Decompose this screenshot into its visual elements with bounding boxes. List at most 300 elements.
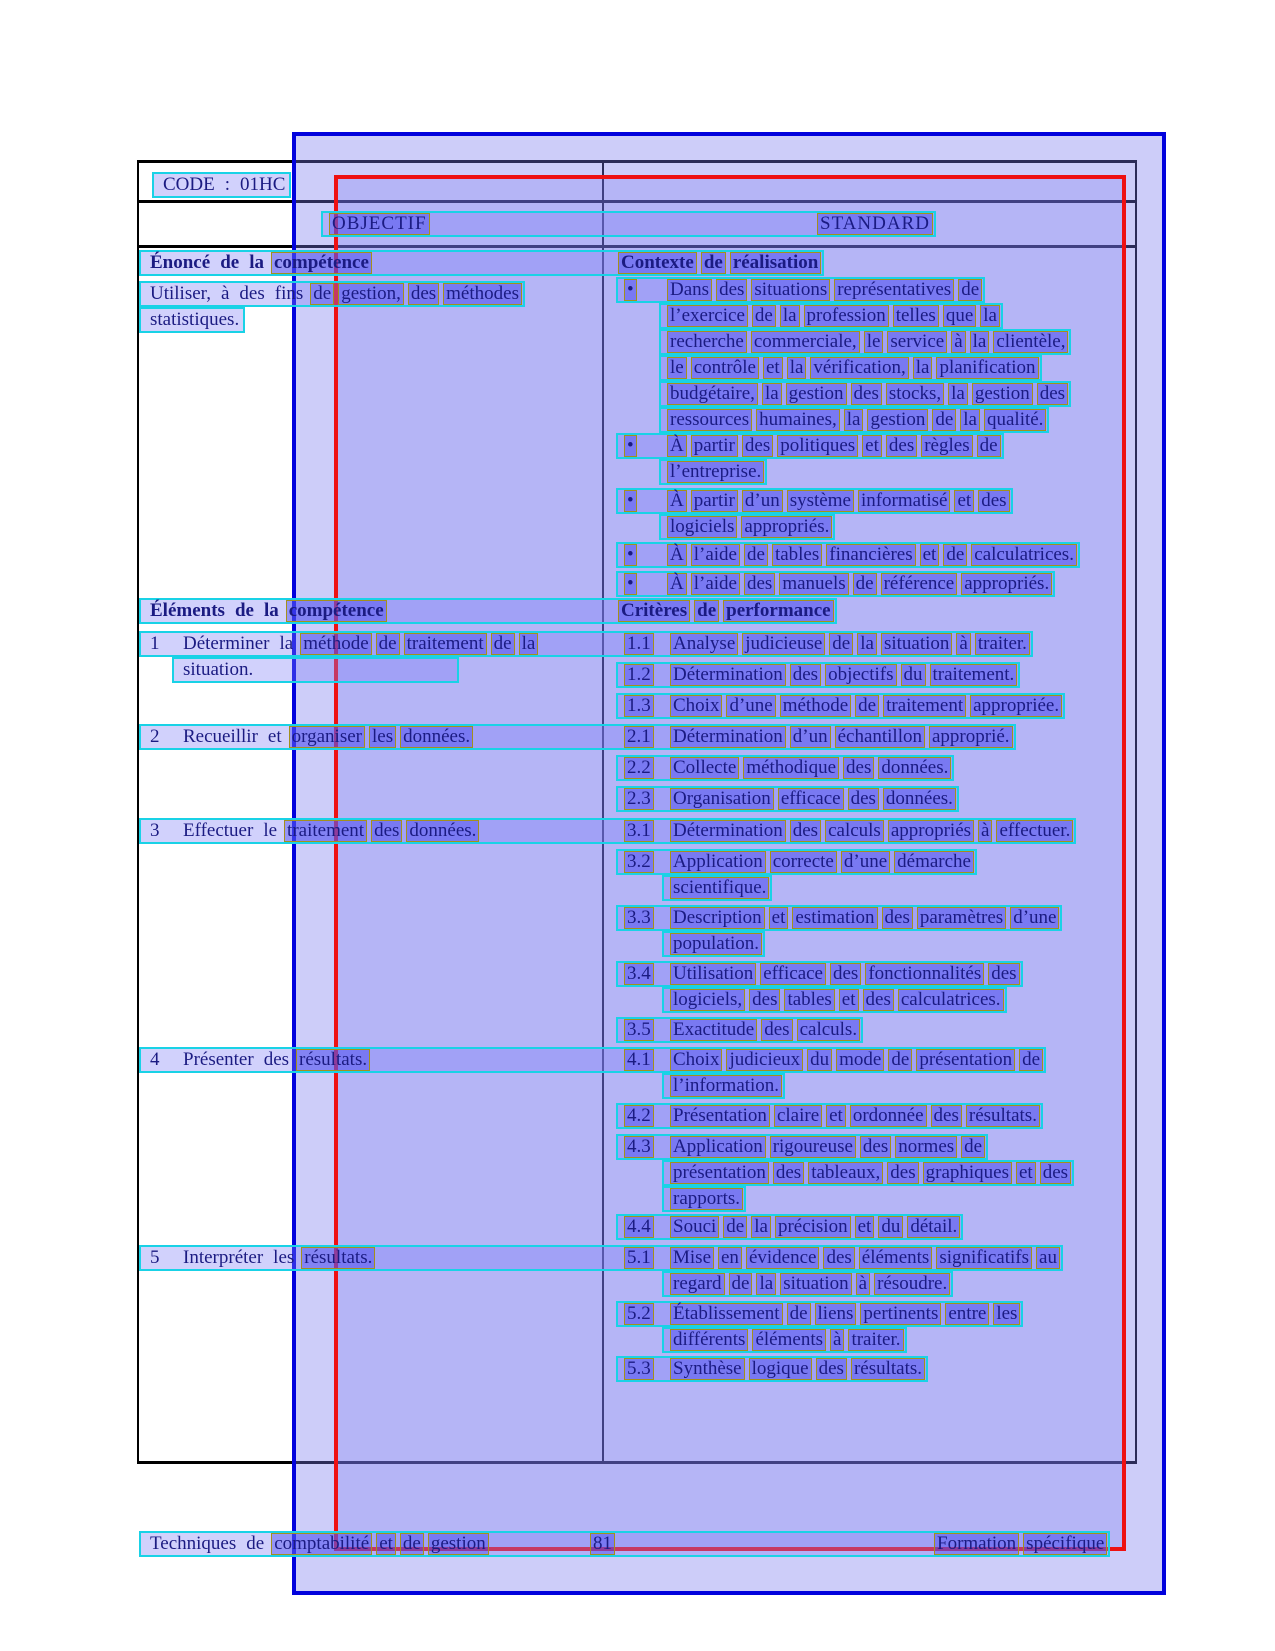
line-segment bbox=[670, 726, 1013, 748]
ocr-word-box: fonctionnalités bbox=[865, 963, 984, 985]
ocr-line-box bbox=[659, 459, 767, 485]
ocr-word-box: des bbox=[988, 963, 1019, 985]
line-segment bbox=[670, 907, 1059, 929]
line-segment bbox=[180, 1247, 375, 1269]
line-segment bbox=[624, 490, 637, 512]
ocr-word-box: • bbox=[624, 279, 637, 301]
ocr-word-box: et bbox=[376, 1533, 396, 1555]
ocr-word-box: de bbox=[400, 1533, 424, 1555]
ocr-line-box bbox=[662, 1186, 746, 1212]
ocr-word-box: calculatrices. bbox=[971, 544, 1077, 566]
line-segment bbox=[624, 1247, 654, 1269]
ocr-word-box: de bbox=[246, 1533, 265, 1554]
ocr-word-box: appropriée. bbox=[970, 695, 1062, 717]
ocr-word-box: comptabilité bbox=[271, 1533, 372, 1555]
line-segment bbox=[667, 435, 1001, 457]
ocr-word-box: OBJECTIF bbox=[329, 213, 430, 235]
ocr-word-box: compétence bbox=[286, 600, 387, 622]
ocr-word-box: des bbox=[830, 963, 861, 985]
ocr-word-box: évidence bbox=[746, 1247, 820, 1269]
ocr-word-box: la bbox=[780, 305, 800, 327]
ocr-word-box: 4.1 bbox=[624, 1049, 654, 1071]
line-segment bbox=[624, 757, 654, 779]
ocr-word-box: des bbox=[863, 989, 894, 1011]
ocr-word-box: Exactitude bbox=[670, 1019, 757, 1041]
ocr-word-box: Détermination bbox=[670, 820, 786, 842]
line-segment bbox=[670, 877, 769, 899]
ocr-word-box: traitement bbox=[284, 820, 367, 842]
ocr-word-box: traitement bbox=[883, 695, 966, 717]
ocr-line-box bbox=[616, 1134, 988, 1160]
ocr-line-box bbox=[662, 931, 765, 957]
ocr-word-box: logiciels, bbox=[670, 989, 745, 1011]
line-segment bbox=[670, 1136, 985, 1158]
ocr-line-box bbox=[616, 1103, 1043, 1129]
ocr-word-box: 3.2 bbox=[624, 851, 654, 873]
ocr-word-box: effectuer. bbox=[996, 820, 1073, 842]
ocr-word-box: 3.4 bbox=[624, 963, 654, 985]
line-segment bbox=[670, 1216, 960, 1238]
ocr-line-box bbox=[616, 1214, 963, 1240]
ocr-word-box: Établissement bbox=[670, 1303, 783, 1325]
ocr-word-box: graphiques bbox=[923, 1162, 1012, 1184]
line-segment bbox=[624, 1303, 654, 1325]
ocr-line-box bbox=[139, 724, 1016, 750]
ocr-word-box: des bbox=[742, 435, 773, 457]
ocr-word-box: des bbox=[408, 283, 439, 305]
ocr-word-box: de bbox=[932, 409, 956, 431]
ocr-word-box: d’une bbox=[726, 695, 775, 717]
ocr-word-box: 1.3 bbox=[624, 695, 654, 717]
ocr-word-box: normes bbox=[895, 1136, 957, 1158]
ocr-word-box: Utiliser, bbox=[150, 283, 211, 304]
ocr-word-box: des bbox=[749, 989, 780, 1011]
ocr-line-box bbox=[662, 1160, 1074, 1186]
line-segment bbox=[670, 989, 1004, 1011]
ocr-line-box bbox=[616, 755, 954, 781]
ocr-word-box: 3 bbox=[150, 820, 160, 841]
ocr-word-box: réalisation bbox=[730, 252, 822, 274]
ocr-word-box: à bbox=[956, 633, 970, 655]
ocr-word-box: la bbox=[960, 409, 980, 431]
line-segment bbox=[160, 174, 288, 196]
ocr-word-box: des bbox=[761, 1019, 792, 1041]
line-segment bbox=[670, 1358, 925, 1380]
ocr-word-box: Mise bbox=[670, 1247, 714, 1269]
ocr-word-box: de bbox=[744, 544, 768, 566]
ocr-word-box: planification bbox=[936, 357, 1038, 379]
ocr-word-box: situation bbox=[881, 633, 952, 655]
ocr-word-box: traiter. bbox=[975, 633, 1030, 655]
ocr-line-box bbox=[616, 961, 1023, 987]
ocr-word-box: l’aide bbox=[691, 544, 740, 566]
line-segment bbox=[147, 1533, 489, 1555]
ocr-word-box: Détermination bbox=[670, 664, 786, 686]
ocr-word-box: de bbox=[701, 252, 726, 274]
ocr-word-box: performance bbox=[723, 600, 833, 622]
line-segment bbox=[670, 1075, 782, 1097]
line-segment bbox=[670, 757, 951, 779]
ocr-word-box: données. bbox=[883, 788, 956, 810]
ocr-word-box: à bbox=[978, 820, 992, 842]
ocr-word-box: tableaux, bbox=[808, 1162, 883, 1184]
ocr-word-box: règles bbox=[921, 435, 972, 457]
ocr-word-box: du bbox=[807, 1049, 832, 1071]
ocr-word-box: et bbox=[826, 1105, 846, 1127]
ocr-word-box: calculs. bbox=[797, 1019, 861, 1041]
ocr-word-box: des bbox=[816, 1358, 847, 1380]
ocr-word-box: référence bbox=[881, 573, 958, 595]
ocr-word-box: le bbox=[263, 820, 278, 841]
ocr-word-box: 01HC bbox=[240, 174, 286, 195]
ocr-word-box: de bbox=[220, 252, 240, 273]
ocr-line-box bbox=[172, 657, 459, 683]
ocr-word-box: des bbox=[239, 283, 265, 304]
ocr-word-box: Contexte bbox=[618, 252, 697, 274]
ocr-word-box: le bbox=[667, 357, 687, 379]
ocr-word-box: Énoncé bbox=[150, 252, 211, 273]
ocr-word-box: des bbox=[860, 1136, 891, 1158]
ocr-word-box: la bbox=[762, 383, 782, 405]
ocr-word-box: la bbox=[857, 633, 877, 655]
line-segment bbox=[329, 213, 430, 235]
ocr-word-box: de bbox=[729, 1273, 753, 1295]
ocr-line-box bbox=[659, 514, 835, 540]
line-segment bbox=[180, 1049, 370, 1071]
ocr-word-box: à bbox=[856, 1273, 870, 1295]
ocr-word-box: précision bbox=[775, 1216, 851, 1238]
ocr-word-box: situations bbox=[751, 279, 830, 301]
ocr-word-box: • bbox=[624, 490, 637, 512]
ocr-word-box: Techniques bbox=[150, 1533, 237, 1554]
ocr-word-box: 1.1 bbox=[624, 633, 654, 655]
line-segment bbox=[667, 331, 1068, 353]
ocr-word-box: correcte bbox=[770, 851, 837, 873]
ocr-word-box: de bbox=[787, 1303, 811, 1325]
ocr-word-box: de bbox=[961, 1136, 985, 1158]
ocr-line-box bbox=[139, 598, 837, 624]
ocr-word-box: logiciels bbox=[667, 516, 737, 538]
line-segment bbox=[624, 1105, 654, 1127]
ocr-word-box: population. bbox=[670, 933, 762, 955]
line-segment bbox=[624, 851, 654, 873]
ocr-word-box: des bbox=[978, 490, 1009, 512]
ocr-line-box bbox=[662, 987, 1007, 1013]
ocr-word-box: significatifs bbox=[936, 1247, 1032, 1269]
line-segment bbox=[670, 1329, 904, 1351]
ocr-word-box: 3.5 bbox=[624, 1019, 654, 1041]
ocr-word-box: la bbox=[519, 633, 539, 655]
ocr-word-box: organiser bbox=[289, 726, 365, 748]
line-segment bbox=[624, 695, 654, 717]
ocr-word-box: Choix bbox=[670, 695, 722, 717]
ocr-word-box: que bbox=[943, 305, 976, 327]
ocr-line-box bbox=[139, 1531, 1110, 1557]
ocr-word-box: Application bbox=[670, 851, 766, 873]
line-segment bbox=[624, 279, 637, 301]
ocr-word-box: de bbox=[853, 573, 877, 595]
ocr-word-box: des bbox=[887, 1162, 918, 1184]
ocr-word-box: budgétaire, bbox=[667, 383, 758, 405]
line-segment bbox=[147, 726, 163, 748]
ocr-word-box: Interpréter bbox=[183, 1247, 264, 1268]
ocr-word-box: la bbox=[980, 305, 1000, 327]
line-segment bbox=[624, 664, 654, 686]
ocr-word-box: commerciale, bbox=[751, 331, 860, 353]
ocr-word-box: informatisé bbox=[858, 490, 951, 512]
ocr-word-box: les bbox=[369, 726, 396, 748]
ocr-word-box: éléments bbox=[859, 1247, 933, 1269]
ocr-word-box: paramètres bbox=[917, 907, 1006, 929]
ocr-word-box: résultats. bbox=[301, 1247, 375, 1269]
ocr-word-box: rigoureuse bbox=[770, 1136, 856, 1158]
ocr-word-box: de bbox=[958, 279, 982, 301]
ocr-word-box: judicieux bbox=[726, 1049, 803, 1071]
ocr-word-box: 5 bbox=[150, 1247, 160, 1268]
ocr-word-box: tables bbox=[784, 989, 834, 1011]
ocr-word-box: appropriés. bbox=[741, 516, 832, 538]
ocr-word-box: Déterminer bbox=[183, 633, 270, 654]
ocr-word-box: rapports. bbox=[670, 1188, 743, 1210]
line-segment bbox=[147, 309, 242, 331]
line-segment bbox=[670, 1105, 1040, 1127]
ocr-word-box: 2.3 bbox=[624, 788, 654, 810]
ocr-word-box: résultats. bbox=[966, 1105, 1040, 1127]
ocr-line-box bbox=[616, 786, 959, 812]
line-segment bbox=[147, 633, 163, 655]
ocr-word-box: efficace bbox=[760, 963, 826, 985]
ocr-word-box: des bbox=[263, 1049, 290, 1070]
line-segment bbox=[670, 1049, 1043, 1071]
ocr-word-box: stocks, bbox=[886, 383, 944, 405]
ocr-word-box: 5.1 bbox=[624, 1247, 654, 1269]
ocr-word-box: Choix bbox=[670, 1049, 722, 1071]
ocr-word-box: du bbox=[901, 664, 926, 686]
ocr-word-box: de bbox=[888, 1049, 912, 1071]
ocr-line-box bbox=[662, 875, 772, 901]
line-segment bbox=[667, 305, 1000, 327]
ocr-word-box: profession bbox=[804, 305, 889, 327]
ocr-word-box: 4 bbox=[150, 1049, 160, 1070]
line-segment bbox=[618, 252, 821, 274]
line-segment bbox=[147, 1049, 163, 1071]
ocr-line-box bbox=[659, 303, 1003, 329]
line-segment bbox=[624, 573, 637, 595]
line-segment bbox=[624, 1136, 654, 1158]
ocr-word-box: pertinents bbox=[860, 1303, 941, 1325]
ocr-word-box: estimation bbox=[792, 907, 877, 929]
ocr-word-box: et bbox=[954, 490, 974, 512]
ocr-word-box: de bbox=[694, 600, 719, 622]
ocr-word-box: de bbox=[855, 695, 879, 717]
ocr-word-box: des bbox=[931, 1105, 962, 1127]
ocr-word-box: liens bbox=[815, 1303, 857, 1325]
ocr-word-box: humaines, bbox=[756, 409, 840, 431]
ocr-word-box: le bbox=[864, 331, 884, 353]
ocr-word-box: 1 bbox=[150, 633, 160, 654]
line-segment bbox=[667, 409, 1046, 431]
ocr-word-box: démarche bbox=[894, 851, 974, 873]
ocr-word-box: recherche bbox=[667, 331, 747, 353]
line-segment bbox=[670, 1247, 1060, 1269]
ocr-word-box: manuels bbox=[779, 573, 848, 595]
ocr-line-box bbox=[659, 381, 1071, 407]
ocr-word-box: claire bbox=[774, 1105, 822, 1127]
line-segment bbox=[667, 357, 1039, 379]
ocr-word-box: les bbox=[273, 1247, 295, 1268]
line-segment bbox=[670, 1273, 950, 1295]
line-segment bbox=[180, 820, 479, 842]
line-segment bbox=[624, 1358, 654, 1380]
ocr-word-box: Organisation bbox=[670, 788, 774, 810]
ocr-word-box: • bbox=[624, 544, 637, 566]
ocr-word-box: ordonnée bbox=[850, 1105, 927, 1127]
ocr-word-box: de bbox=[977, 435, 1001, 457]
ocr-word-box: 4.4 bbox=[624, 1216, 654, 1238]
ocr-word-box: 2.1 bbox=[624, 726, 654, 748]
ocr-word-box: gestion bbox=[972, 383, 1033, 405]
ocr-line-box bbox=[321, 211, 936, 237]
line-segment bbox=[624, 1216, 654, 1238]
line-segment bbox=[624, 1019, 654, 1041]
ocr-word-box: À bbox=[667, 573, 687, 595]
ocr-word-box: et bbox=[763, 357, 783, 379]
ocr-word-box: données. bbox=[406, 820, 479, 842]
ocr-word-box: appropriés bbox=[888, 820, 974, 842]
ocr-word-box: 3.1 bbox=[624, 820, 654, 842]
ocr-word-box: Dans bbox=[667, 279, 712, 301]
line-segment bbox=[670, 633, 1030, 655]
ocr-word-box: Présenter bbox=[183, 1049, 254, 1070]
ocr-word-box: de bbox=[752, 305, 776, 327]
ocr-word-box: la bbox=[249, 252, 264, 273]
ocr-word-box: résultats. bbox=[296, 1049, 370, 1071]
line-segment bbox=[180, 633, 538, 655]
ocr-word-box: clientèle, bbox=[993, 331, 1068, 353]
ocr-word-box: Recueillir bbox=[183, 726, 258, 747]
ocr-word-box: méthode bbox=[780, 695, 851, 717]
line-segment bbox=[667, 573, 1052, 595]
ocr-word-box: la bbox=[263, 600, 279, 621]
ocr-line-box bbox=[616, 693, 1065, 719]
ocr-word-box: des bbox=[851, 383, 882, 405]
ocr-word-box: objectifs bbox=[825, 664, 896, 686]
ocr-word-box: et bbox=[839, 989, 859, 1011]
ocr-word-box: appropriés. bbox=[961, 573, 1052, 595]
ocr-word-box: À bbox=[667, 435, 687, 457]
ocr-word-box: de bbox=[723, 1216, 747, 1238]
ocr-word-box: traiter. bbox=[848, 1329, 903, 1351]
ocr-word-box: différents bbox=[670, 1329, 748, 1351]
ocr-word-box: 5.3 bbox=[624, 1358, 654, 1380]
ocr-word-box: la bbox=[970, 331, 990, 353]
ocr-line-box bbox=[139, 631, 1033, 657]
ocr-word-box: gestion, bbox=[338, 283, 404, 305]
ocr-word-box: Critères bbox=[618, 600, 690, 622]
ocr-line-box bbox=[139, 281, 525, 307]
ocr-word-box: Utilisation bbox=[670, 963, 756, 985]
ocr-word-box: situation bbox=[780, 1273, 851, 1295]
ocr-word-box: vérification, bbox=[810, 357, 908, 379]
ocr-word-box: 81 bbox=[590, 1533, 615, 1555]
ocr-word-box: Formation bbox=[934, 1533, 1019, 1555]
ocr-word-box: présentation bbox=[916, 1049, 1015, 1071]
line-segment bbox=[624, 907, 654, 929]
ocr-word-box: calculatrices. bbox=[898, 989, 1004, 1011]
line-segment bbox=[624, 1049, 654, 1071]
ocr-word-box: service bbox=[887, 331, 947, 353]
line-segment bbox=[147, 283, 522, 305]
line-segment bbox=[624, 963, 654, 985]
ocr-word-box: Application bbox=[670, 1136, 766, 1158]
ocr-line-box bbox=[616, 905, 1062, 931]
ocr-word-box: • bbox=[624, 573, 637, 595]
ocr-word-box: statistiques. bbox=[150, 309, 240, 330]
ocr-word-box: et bbox=[769, 907, 789, 929]
ocr-word-box: d’un bbox=[742, 490, 783, 512]
ocr-line-box bbox=[616, 849, 977, 875]
ocr-line-box bbox=[139, 818, 1076, 844]
ocr-word-box: gestion bbox=[867, 409, 928, 431]
ocr-word-box: regard bbox=[670, 1273, 725, 1295]
ocr-word-box: du bbox=[878, 1216, 903, 1238]
ocr-word-box: partir bbox=[691, 435, 738, 457]
ocr-word-box: Synthèse bbox=[670, 1358, 745, 1380]
ocr-word-box: des bbox=[1037, 383, 1068, 405]
ocr-word-box: l’entreprise. bbox=[667, 461, 764, 483]
ocr-line-box bbox=[659, 355, 1042, 381]
ocr-word-box: d’un bbox=[790, 726, 831, 748]
ocr-word-box: et bbox=[855, 1216, 875, 1238]
ocr-word-box: données. bbox=[400, 726, 473, 748]
ocr-word-box: Effectuer bbox=[183, 820, 254, 841]
ocr-word-box: la bbox=[913, 357, 933, 379]
ocr-word-box: des bbox=[790, 820, 821, 842]
ocr-word-box: telles bbox=[893, 305, 939, 327]
ocr-word-box: 4.3 bbox=[624, 1136, 654, 1158]
ocr-word-box: gestion bbox=[786, 383, 847, 405]
ocr-word-box: des bbox=[716, 279, 747, 301]
ocr-word-box: des bbox=[371, 820, 402, 842]
ocr-word-box: et bbox=[1016, 1162, 1036, 1184]
ocr-word-box: résoudre. bbox=[874, 1273, 950, 1295]
ocr-word-box: de bbox=[376, 633, 400, 655]
ocr-word-box: judicieuse bbox=[742, 633, 825, 655]
line-segment bbox=[667, 544, 1077, 566]
ocr-word-box: scientifique. bbox=[670, 877, 769, 899]
ocr-word-box: et bbox=[862, 435, 882, 457]
ocr-word-box: efficace bbox=[778, 788, 844, 810]
ocr-line-box bbox=[152, 172, 291, 198]
ocr-word-box: et bbox=[920, 544, 940, 566]
ocr-word-box: au bbox=[1036, 1247, 1060, 1269]
ocr-word-box: Présentation bbox=[670, 1105, 770, 1127]
line-segment bbox=[670, 1303, 1020, 1325]
ocr-line-box bbox=[139, 1047, 1046, 1073]
line-segment bbox=[624, 820, 654, 842]
ocr-word-box: l’aide bbox=[691, 573, 740, 595]
ocr-word-box: la bbox=[844, 409, 864, 431]
ocr-word-box: détail. bbox=[907, 1216, 960, 1238]
ocr-word-box: de bbox=[943, 544, 967, 566]
ocr-word-box: 1.2 bbox=[624, 664, 654, 686]
ocr-word-box: la bbox=[948, 383, 968, 405]
ocr-word-box: partir bbox=[691, 490, 738, 512]
ocr-word-box: Souci bbox=[670, 1216, 719, 1238]
line-segment bbox=[670, 1162, 1071, 1184]
ocr-line-box bbox=[616, 1301, 1023, 1327]
line-segment bbox=[817, 213, 933, 235]
